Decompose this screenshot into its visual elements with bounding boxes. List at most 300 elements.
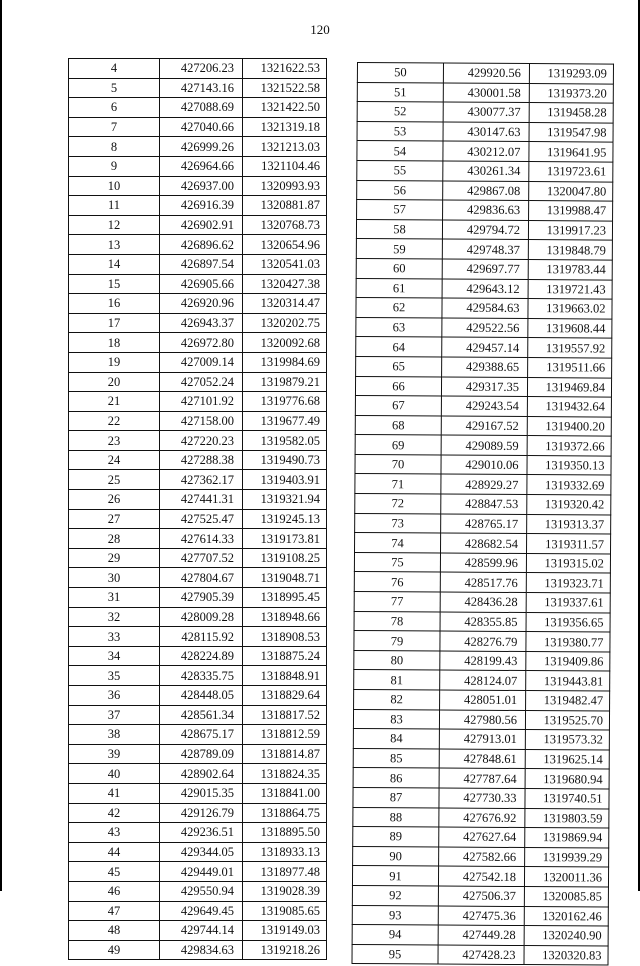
y-coordinate-cell: 1318977.48 [243,862,327,882]
x-coordinate-cell: 429388.65 [442,357,528,377]
table-row [69,313,327,333]
table-row [69,607,327,627]
x-coordinate-cell: 427441.31 [160,490,243,510]
point-number-cell: 32 [69,607,160,627]
point-number-cell: 50 [357,63,443,83]
x-coordinate-cell: 426916.39 [160,196,243,216]
point-number-cell: 79 [354,631,440,651]
table-row [353,709,609,730]
x-coordinate-cell: 427143.16 [160,78,243,98]
x-coordinate-cell: 428789.09 [160,744,243,764]
x-coordinate-cell: 426972.80 [160,333,243,353]
point-number-cell: 30 [69,568,160,588]
x-coordinate-cell: 427475.36 [438,906,524,926]
point-number-cell: 62 [356,298,442,318]
y-coordinate-cell: 1319400.20 [527,416,611,436]
table-row [69,921,327,941]
table-row [69,294,327,314]
x-coordinate-cell: 429697.77 [442,259,528,279]
table-row [69,568,327,588]
x-coordinate-cell: 427052.24 [160,372,243,392]
x-coordinate-cell: 426964.66 [160,156,243,176]
point-number-cell: 59 [356,239,442,259]
x-coordinate-cell: 427848.61 [439,749,525,769]
y-coordinate-cell: 1320162.46 [524,906,608,926]
x-coordinate-cell: 430147.63 [443,122,529,142]
y-coordinate-cell: 1319723.61 [529,162,613,182]
x-coordinate-cell: 427506.37 [438,886,524,906]
table-row [353,787,609,808]
y-coordinate-cell: 1318817.52 [243,705,327,725]
x-coordinate-cell: 428902.64 [160,764,243,784]
point-number-cell: 33 [69,627,160,647]
point-number-cell: 66 [355,376,441,396]
y-coordinate-cell: 1319490.73 [243,450,327,470]
y-coordinate-cell: 1319469.84 [527,377,611,397]
point-number-cell: 72 [355,494,441,514]
x-coordinate-cell: 427288.38 [160,450,243,470]
y-coordinate-cell: 1319311.57 [527,534,611,554]
y-coordinate-cell: 1319315.02 [526,553,610,573]
point-number-cell: 34 [69,646,160,666]
x-coordinate-cell: 429867.08 [443,181,529,201]
point-number-cell: 84 [353,729,439,749]
y-coordinate-cell: 1319988.47 [529,201,613,221]
x-coordinate-cell: 426943.37 [160,313,243,333]
x-coordinate-cell: 429744.14 [160,921,243,941]
table-row [355,435,611,456]
table-row [69,509,327,529]
coordinate-table-right [351,62,614,966]
point-number-cell: 53 [357,121,443,141]
point-number-cell: 24 [69,450,160,470]
point-number-cell: 80 [354,650,440,670]
x-coordinate-cell: 429236.51 [160,823,243,843]
x-coordinate-cell: 429015.35 [160,783,243,803]
x-coordinate-cell: 429834.63 [160,940,243,960]
table-row [69,196,327,216]
table-row [357,82,613,103]
x-coordinate-cell: 429522.56 [442,318,528,338]
table-row [353,748,609,769]
table-row [357,160,613,181]
table-row [69,450,327,470]
y-coordinate-cell: 1319641.95 [529,142,613,162]
table-row [355,454,611,475]
point-number-cell: 4 [69,59,160,79]
point-number-cell: 58 [356,219,442,239]
table-row [356,278,612,299]
table-row [355,396,611,417]
point-number-cell: 40 [69,764,160,784]
y-coordinate-cell: 1320202.75 [243,313,327,333]
table-row [356,356,612,377]
table-row [357,63,613,84]
point-number-cell: 44 [69,842,160,862]
table-row [69,59,327,79]
table-row [354,592,610,613]
y-coordinate-cell: 1319573.32 [525,730,609,750]
point-number-cell: 87 [353,787,439,807]
table-row [353,827,609,848]
table-row [355,376,611,397]
y-coordinate-cell: 1318933.13 [243,842,327,862]
y-coordinate-cell: 1319869.94 [525,828,609,848]
y-coordinate-cell: 1319939.29 [525,847,609,867]
x-coordinate-cell: 427428.23 [438,945,524,965]
x-coordinate-cell: 429126.79 [160,803,243,823]
x-coordinate-cell: 428929.27 [441,474,527,494]
table-row [354,689,610,710]
y-coordinate-cell: 1319879.21 [243,372,327,392]
y-coordinate-cell: 1320881.87 [243,196,327,216]
point-number-cell: 43 [69,823,160,843]
x-coordinate-cell: 427614.33 [160,529,243,549]
x-coordinate-cell: 427009.14 [160,352,243,372]
x-coordinate-cell: 427582.66 [439,847,525,867]
point-number-cell: 94 [352,925,438,945]
table-row [355,494,611,515]
y-coordinate-cell: 1318848.91 [243,666,327,686]
y-coordinate-cell: 1319721.43 [528,279,612,299]
table-row [69,274,327,294]
point-number-cell: 89 [353,827,439,847]
x-coordinate-cell: 428009.28 [160,607,243,627]
table-row [69,235,327,255]
table-row [356,239,612,260]
point-number-cell: 20 [69,372,160,392]
y-coordinate-cell: 1320092.68 [243,333,327,353]
table-row [69,392,327,412]
x-coordinate-cell: 426920.96 [160,294,243,314]
point-number-cell: 82 [354,689,440,709]
x-coordinate-cell: 429550.94 [160,881,243,901]
table-row [356,298,612,319]
table-row [353,846,609,867]
table-row [352,944,608,965]
y-coordinate-cell: 1318829.64 [243,686,327,706]
y-coordinate-cell: 1318824.35 [243,764,327,784]
table-row [69,842,327,862]
table-row [69,98,327,118]
table-row [354,670,610,691]
table-row [69,137,327,157]
x-coordinate-cell: 426999.26 [160,137,243,157]
x-coordinate-cell: 430212.07 [443,141,529,161]
table-row [356,219,612,240]
table-row [69,333,327,353]
x-coordinate-cell: 428765.17 [441,514,527,534]
x-coordinate-cell: 428675.17 [160,725,243,745]
table-row [354,552,610,573]
point-number-cell: 93 [352,905,438,925]
y-coordinate-cell: 1319380.77 [526,632,610,652]
y-coordinate-cell: 1319028.39 [243,881,327,901]
point-number-cell: 15 [69,274,160,294]
point-number-cell: 10 [69,176,160,196]
point-number-cell: 67 [355,396,441,416]
table-row [69,470,327,490]
table-row [69,823,327,843]
y-coordinate-cell: 1319783.44 [528,259,612,279]
x-coordinate-cell: 428115.92 [160,627,243,647]
y-coordinate-cell: 1318814.87 [243,744,327,764]
point-number-cell: 61 [356,278,442,298]
x-coordinate-cell: 429167.52 [441,416,527,436]
y-coordinate-cell: 1319443.81 [526,671,610,691]
table-row [357,102,613,123]
x-coordinate-cell: 428561.34 [160,705,243,725]
coordinate-table-left [68,58,327,960]
y-coordinate-cell: 1319984.69 [243,352,327,372]
table-row [69,705,327,725]
y-coordinate-cell: 1319108.25 [243,548,327,568]
table-row [69,411,327,431]
table-row [69,588,327,608]
y-coordinate-cell: 1320427.38 [243,274,327,294]
point-number-cell: 13 [69,235,160,255]
y-coordinate-cell: 1320654.96 [243,235,327,255]
y-coordinate-cell: 1319680.94 [525,769,609,789]
x-coordinate-cell: 430077.37 [443,102,529,122]
x-coordinate-cell: 429649.45 [160,901,243,921]
table-row [69,215,327,235]
x-coordinate-cell: 428682.54 [441,533,527,553]
x-coordinate-cell: 427206.23 [160,59,243,79]
point-number-cell: 83 [353,709,439,729]
y-coordinate-cell: 1320320.83 [524,945,608,965]
point-number-cell: 85 [353,748,439,768]
point-number-cell: 18 [69,333,160,353]
point-number-cell: 36 [69,686,160,706]
y-coordinate-cell: 1319218.26 [243,940,327,960]
table-row [69,78,327,98]
table-row [69,156,327,176]
table-row [69,372,327,392]
point-number-cell: 35 [69,666,160,686]
table-row [353,729,609,750]
y-coordinate-cell: 1319740.51 [525,789,609,809]
y-coordinate-cell: 1319085.65 [243,901,327,921]
x-coordinate-cell: 427220.23 [160,431,243,451]
table-row [357,200,613,221]
point-number-cell: 86 [353,768,439,788]
point-number-cell: 76 [354,572,440,592]
x-coordinate-cell: 429344.05 [160,842,243,862]
x-coordinate-cell: 427525.47 [160,509,243,529]
point-number-cell: 92 [352,885,438,905]
point-number-cell: 26 [69,490,160,510]
table-row [69,352,327,372]
table-row [355,415,611,436]
table-row [355,513,611,534]
point-number-cell: 77 [354,592,440,612]
point-number-cell: 12 [69,215,160,235]
table-row [69,490,327,510]
x-coordinate-cell: 428448.05 [160,686,243,706]
y-coordinate-cell: 1319776.68 [243,392,327,412]
y-coordinate-cell: 1319321.94 [243,490,327,510]
x-coordinate-cell: 428517.76 [440,572,526,592]
x-coordinate-cell: 429643.12 [442,279,528,299]
x-coordinate-cell: 429243.54 [441,396,527,416]
point-number-cell: 78 [354,611,440,631]
y-coordinate-cell: 1319547.98 [529,122,613,142]
table-row [69,744,327,764]
x-coordinate-cell: 429794.72 [442,220,528,240]
x-coordinate-cell: 429317.35 [441,377,527,397]
point-number-cell: 25 [69,470,160,490]
table-row [69,254,327,274]
x-coordinate-cell: 426896.62 [160,235,243,255]
y-coordinate-cell: 1319048.71 [243,568,327,588]
point-number-cell: 52 [357,102,443,122]
y-coordinate-cell: 1318812.59 [243,725,327,745]
point-number-cell: 27 [69,509,160,529]
y-coordinate-cell: 1319625.14 [525,749,609,769]
table-row [69,803,327,823]
y-coordinate-cell: 1320314.47 [243,294,327,314]
x-coordinate-cell: 427449.28 [438,925,524,945]
table-row [69,646,327,666]
y-coordinate-cell: 1319432.64 [527,397,611,417]
y-coordinate-cell: 1321104.46 [243,156,327,176]
point-number-cell: 49 [69,940,160,960]
point-number-cell: 71 [355,474,441,494]
y-coordinate-cell: 1319372.66 [527,436,611,456]
point-number-cell: 47 [69,901,160,921]
point-number-cell: 19 [69,352,160,372]
table-row [356,258,612,279]
y-coordinate-cell: 1318864.75 [243,803,327,823]
point-number-cell: 38 [69,725,160,745]
y-coordinate-cell: 1319458.28 [529,103,613,123]
x-coordinate-cell: 429584.63 [442,298,528,318]
y-coordinate-cell: 1319409.86 [526,651,610,671]
y-coordinate-cell: 1320011.36 [524,867,608,887]
x-coordinate-cell: 429010.06 [441,455,527,475]
table-row [355,533,611,554]
table-row [69,940,327,960]
y-coordinate-cell: 1320240.90 [524,926,608,946]
y-coordinate-cell: 1320085.85 [524,886,608,906]
point-number-cell: 39 [69,744,160,764]
point-number-cell: 7 [69,117,160,137]
y-coordinate-cell: 1319173.81 [243,529,327,549]
y-coordinate-cell: 1318995.45 [243,588,327,608]
table-row [69,666,327,686]
x-coordinate-cell: 427542.18 [438,866,524,886]
y-coordinate-cell: 1320047.80 [529,181,613,201]
table-row [354,611,610,632]
scan-edge-left [0,0,2,891]
point-number-cell: 75 [354,552,440,572]
x-coordinate-cell: 428276.79 [440,631,526,651]
point-number-cell: 69 [355,435,441,455]
x-coordinate-cell: 428436.28 [440,592,526,612]
table-row [354,631,610,652]
y-coordinate-cell: 1319245.13 [243,509,327,529]
point-number-cell: 65 [356,356,442,376]
page-number: 120 [310,22,330,37]
table-row [352,885,608,906]
point-number-cell: 22 [69,411,160,431]
x-coordinate-cell: 426905.66 [160,274,243,294]
table-row [69,627,327,647]
table-row [69,548,327,568]
x-coordinate-cell: 427101.92 [160,392,243,412]
table-row [356,317,612,338]
point-number-cell: 41 [69,783,160,803]
x-coordinate-cell: 427804.67 [160,568,243,588]
y-coordinate-cell: 1320993.93 [243,176,327,196]
point-number-cell: 16 [69,294,160,314]
y-coordinate-cell: 1319482.47 [526,691,610,711]
x-coordinate-cell: 427088.69 [160,98,243,118]
point-number-cell: 17 [69,313,160,333]
table-row [353,768,609,789]
y-coordinate-cell: 1319149.03 [243,921,327,941]
x-coordinate-cell: 428124.07 [440,670,526,690]
y-coordinate-cell: 1321422.50 [243,98,327,118]
y-coordinate-cell: 1318895.50 [243,823,327,843]
table-row [69,117,327,137]
table-row [353,807,609,828]
point-number-cell: 29 [69,548,160,568]
x-coordinate-cell: 426897.54 [160,254,243,274]
x-coordinate-cell: 427707.52 [160,548,243,568]
x-coordinate-cell: 427676.92 [439,808,525,828]
x-coordinate-cell: 426902.91 [160,215,243,235]
point-number-cell: 48 [69,921,160,941]
point-number-cell: 31 [69,588,160,608]
point-number-cell: 55 [357,160,443,180]
y-coordinate-cell: 1321319.18 [243,117,327,137]
point-number-cell: 54 [357,141,443,161]
table-row [357,121,613,142]
table-row [352,905,608,926]
point-number-cell: 37 [69,705,160,725]
point-number-cell: 28 [69,529,160,549]
y-coordinate-cell: 1319356.65 [526,612,610,632]
table-row [69,725,327,745]
y-coordinate-cell: 1320768.73 [243,215,327,235]
y-coordinate-cell: 1319677.49 [243,411,327,431]
y-coordinate-cell: 1319332.69 [527,475,611,495]
x-coordinate-cell: 428355.85 [440,612,526,632]
x-coordinate-cell: 428224.89 [160,646,243,666]
y-coordinate-cell: 1319373.20 [529,83,613,103]
x-coordinate-cell: 429457.14 [442,337,528,357]
y-coordinate-cell: 1319320.42 [527,495,611,515]
table-row [69,881,327,901]
table-row [69,686,327,706]
table-row [69,529,327,549]
point-number-cell: 51 [357,82,443,102]
x-coordinate-cell: 430261.34 [443,161,529,181]
x-coordinate-cell: 427730.33 [439,788,525,808]
table-row [69,783,327,803]
point-number-cell: 21 [69,392,160,412]
x-coordinate-cell: 427913.01 [439,729,525,749]
table-row [69,764,327,784]
point-number-cell: 6 [69,98,160,118]
y-coordinate-cell: 1319323.71 [526,573,610,593]
point-number-cell: 42 [69,803,160,823]
point-number-cell: 81 [354,670,440,690]
point-number-cell: 64 [356,337,442,357]
table-row [69,901,327,921]
